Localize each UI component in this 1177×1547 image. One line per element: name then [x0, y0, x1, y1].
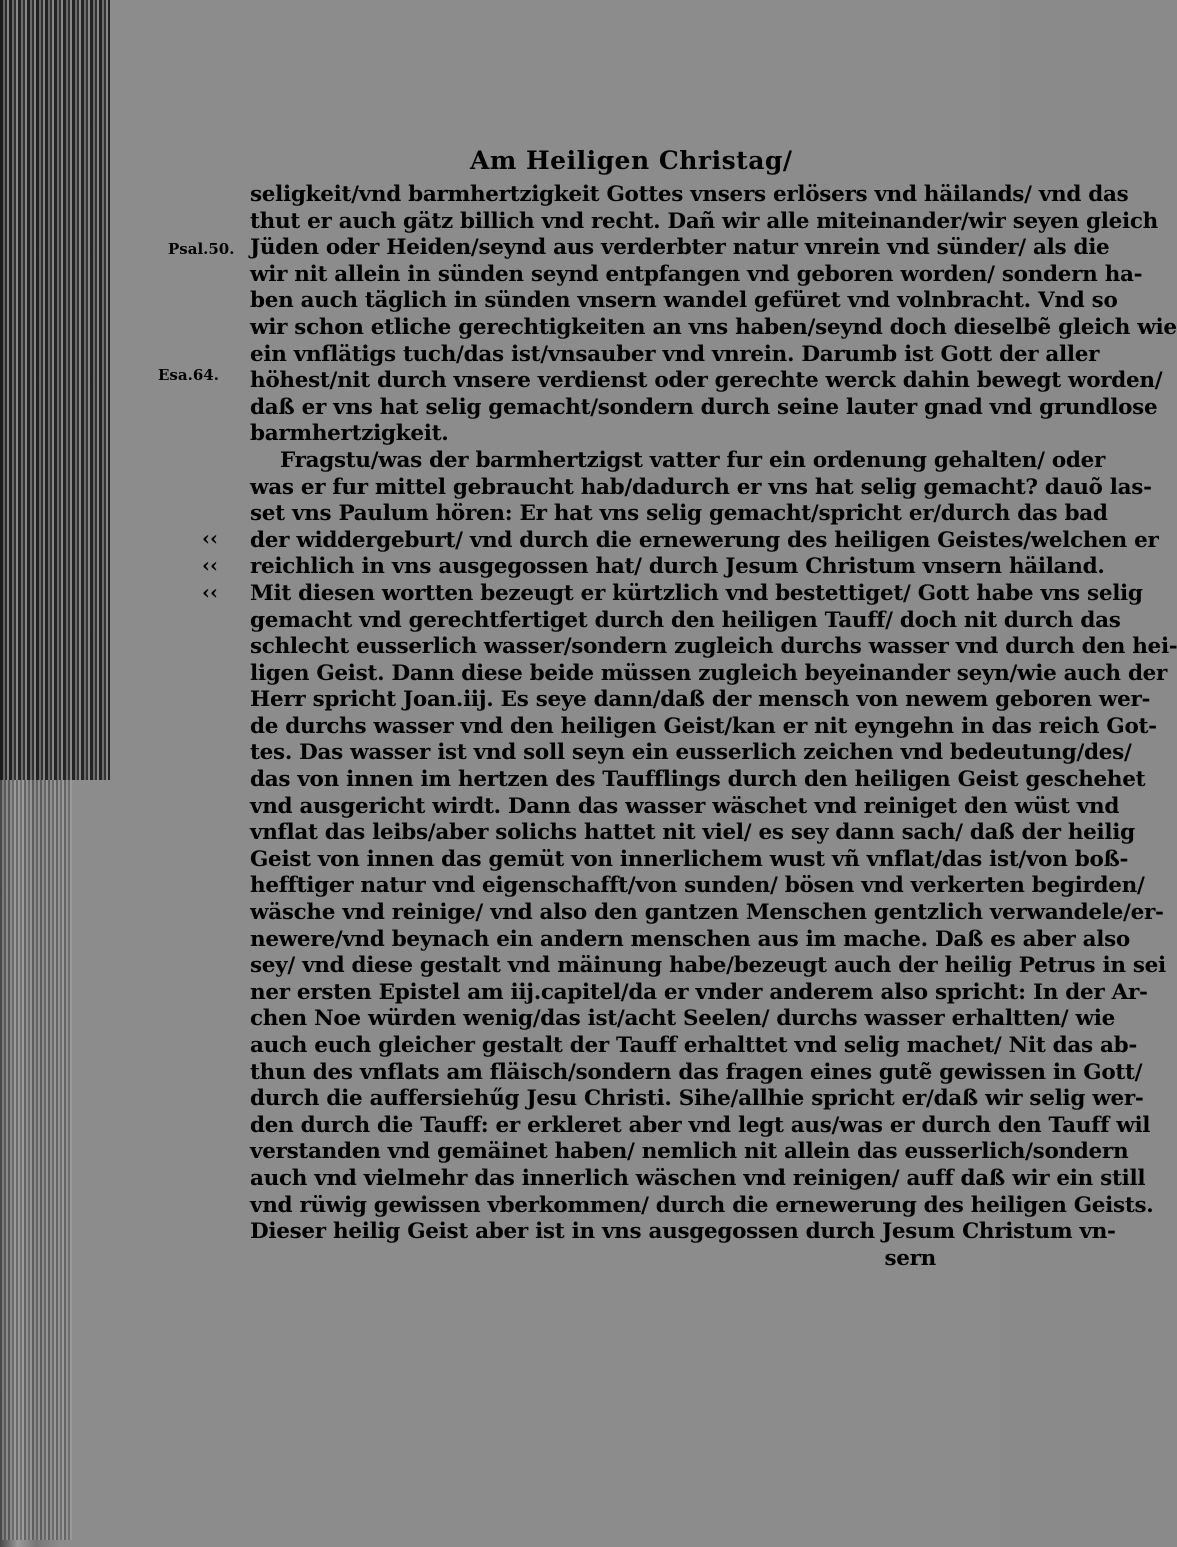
text-line: schlecht eusserlich wasser/sondern zugleich durchs wasser vnd durch den hei- — [250, 634, 1177, 660]
text-line: wir schon etliche gerechtigkeiten an vns haben/seynd doch dieselbẽ gleich wie — [250, 314, 1177, 340]
text-line: daß er vns hat selig gemacht/sondern durch seine lauter gnad vnd grundlose — [250, 394, 1158, 420]
text-line: hefftiger natur vnd eigenschafft/von sunden/ bösen vnd verkerten begirden/ — [250, 873, 1145, 899]
text-line: de durchs wasser vnd den heiligen Geist/kan er nit eyngehn in das reich Got- — [250, 713, 1157, 739]
text-line: höhest/nit durch vnsere verdienst oder gerechte werck dahin bewegt worden/ — [250, 368, 1163, 394]
text-line: tes. Das wasser ist vnd soll seyn ein eusserlich zeichen vnd bedeutung/des/ — [250, 740, 1132, 766]
text-line: ben auch täglich in sünden vnsern wandel gefüret vnd volnbracht. Vnd so — [250, 288, 1118, 314]
text-line: wir nit allein in sünden seynd entpfangen vnd geboren worden/ sondern ha- — [250, 261, 1143, 287]
text-line: vnd rüwig gewissen vberkommen/ durch die ernewerung des heiligen Geists. — [250, 1192, 1154, 1218]
text-line: vnd ausgericht wirdt. Dann das wasser wäschet vnd reiniget den wüst vnd — [250, 793, 1120, 819]
text-line: reichlich in vns ausgegossen hat/ durch Jesum Christum vnsern häiland. — [250, 554, 1105, 580]
text-line: vnflat das leibs/aber solichs hattet nit viel/ es sey dann sach/ daß der heilig — [250, 820, 1135, 846]
text-line: was er fur mittel gebraucht hab/dadurch er vns hat selig gemacht? dauõ las- — [250, 474, 1152, 500]
text-line: den durch die Tauff: er erkleret aber vnd legt aus/was er durch den Tauff wil — [250, 1112, 1151, 1138]
page-edges-top — [0, 0, 110, 780]
text-line-catchword: sern — [884, 1245, 936, 1271]
text-line: Fragstu/was der barmhertzigst vatter fur ein ordenung gehalten/ oder — [280, 447, 1106, 473]
text-line: thun des vnflats am fläisch/sondern das fragen eines gutẽ gewissen in Gott/ — [250, 1059, 1143, 1085]
text-line: Geist von innen das gemüt von innerlichem wust vñ vnflat/das ist/von boß- — [250, 846, 1129, 872]
page-edges-bottom — [0, 780, 72, 1540]
text-line: seligkeit/vnd barmhertzigkeit Gottes vnsers erlösers vnd häilands/ vnd das — [250, 182, 1129, 207]
text-line: verstanden vnd gemäinet haben/ nemlich nit allein das eusserlich/sondern — [250, 1139, 1129, 1165]
text-line: auch euch gleicher gestalt der Tauff erhalttet vnd selig machet/ Nit das ab- — [250, 1033, 1138, 1058]
text-line: newere/vnd beynach ein andern menschen aus im mache. Daß es aber also — [250, 926, 1130, 952]
text-line: gemacht vnd gerechtfertiget durch den heiligen Tauff/ doch nit durch das — [250, 607, 1121, 633]
text-line: durch die auffersiehűg Jesu Christi. Sihe/allhie spricht er/daß wir selig wer- — [250, 1086, 1144, 1112]
body-text — [250, 182, 1177, 1272]
text-line: der widdergeburt/ vnd durch die ernewerung des heiligen Geistes/welchen er — [250, 527, 1159, 553]
running-title: Am Heiligen Christag/ — [470, 146, 793, 175]
text-line: Herr spricht Joan.iij. Es seye dann/daß der mensch von newem geboren wer- — [250, 687, 1151, 713]
quote-mark: ‹‹ — [202, 553, 218, 577]
text-line: Dieser heilig Geist aber ist in vns ausgegossen durch Jesum Christum vn- — [250, 1219, 1116, 1245]
text-line: wäsche vnd reinige/ vnd also den gantzen Menschen gentzlich verwandele/er- — [250, 900, 1164, 926]
text-line: Jüden oder Heiden/seynd aus verderbter natur vnrein vnd sünder/ als die — [250, 235, 1110, 261]
text-line: das von innen im hertzen des Taufflings durch den heiligen Geist geschehet — [250, 767, 1146, 793]
text-line: auch vnd vielmehr das innerlich wäschen vnd reinigen/ auff daß wir ein still — [250, 1165, 1146, 1191]
text-line: ner ersten Epistel am iij.capitel/da er vnder anderem also spricht: In der Ar- — [250, 979, 1148, 1005]
text-line: ligen Geist. Dann diese beide müssen zugleich beyeinander seyn/wie auch der — [250, 660, 1168, 686]
text-line: barmhertzigkeit. — [250, 421, 449, 447]
margin-note-esaias: Esa.64. — [158, 366, 219, 384]
quote-mark: ‹‹ — [202, 526, 218, 550]
text-line: chen Noe würden wenig/das ist/acht Seelen/ durchs wasser erhaltten/ wie — [250, 1006, 1115, 1032]
text-line: Mit diesen wortten bezeugt er kürtzlich vnd bestettiget/ Gott habe vns selig — [250, 580, 1143, 606]
text-line: sey/ vnd diese gestalt vnd mäinung habe/bezeugt auch der heilig Petrus in sei — [250, 953, 1166, 979]
text-line: set vns Paulum hören: Er hat vns selig gemacht/spricht er/durch das bad — [250, 501, 1108, 527]
quote-mark: ‹‹ — [202, 580, 218, 604]
text-line: ein vnflätigs tuch/das ist/vnsauber vnd vnrein. Darumb ist Gott der aller — [250, 341, 1100, 367]
text-line: thut er auch gätz billich vnd recht. Dañ wir alle miteinander/wir seyen gleich — [250, 208, 1158, 234]
margin-note-psalm: Psal.50. — [168, 240, 235, 258]
